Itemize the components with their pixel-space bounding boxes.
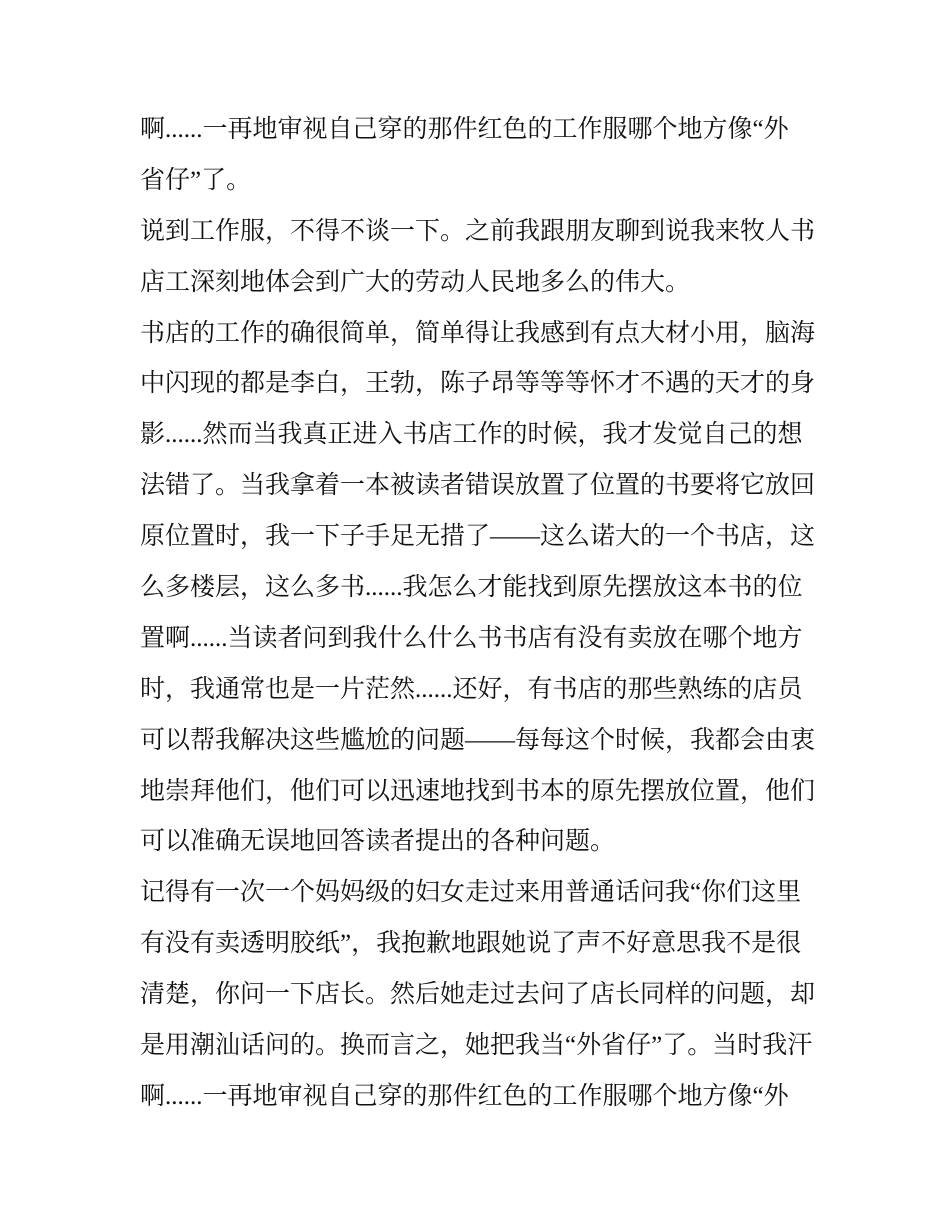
text-line: 有没有卖透明胶纸”，我抱歉地跟她说了声不好意思我不是很 <box>140 930 802 958</box>
text-line: 说到工作服，不得不谈一下。之前我跟朋友聊到说我来牧人书 <box>140 217 816 245</box>
text-line: 店工深刻地体会到广大的劳动人民地多么的伟大。 <box>140 268 691 296</box>
text-line: 书店的工作的确很简单，简单得让我感到有点大材小用，脑海 <box>140 319 816 347</box>
text-line: 中闪现的都是李白，王勃，陈子昂等等等怀才不遇的天才的身 <box>140 370 816 398</box>
text-line: 法错了。当我拿着一本被读者错误放置了位置的书要将它放回 <box>140 472 816 500</box>
text-line: 原位置时，我一下子手足无措了——这么诺大的一个书店，这 <box>140 523 816 551</box>
text-line: 置啊......当读者问到我什么什么书书店有没有卖放在哪个地方 <box>140 624 803 652</box>
text-line: 么多楼层，这么多书......我怎么才能找到原先摆放这本书的位 <box>140 574 803 602</box>
text-line: 啊......一再地审视自己穿的那件红色的工作服哪个地方像“外 <box>140 116 789 143</box>
text-line: 是用潮汕话问的。换而言之，她把我当“外省仔”了。当时我汗 <box>140 1032 813 1060</box>
document-body <box>140 105 820 1123</box>
text-line: 时，我通常也是一片茫然......还好，有书店的那些熟练的店员 <box>140 675 803 703</box>
text-line: 地崇拜他们，他们可以迅速地找到书本的原先摆放位置，他们 <box>140 777 816 805</box>
text-line: 可以准确无误地回答读者提出的各种问题。 <box>140 828 616 856</box>
text-line: 清楚，你问一下店长。然后她走过去问了店长同样的问题，却 <box>140 981 816 1009</box>
text-line: 可以帮我解决这些尴尬的问题——每每这个时候，我都会由衷 <box>140 726 816 754</box>
text-line: 省仔”了。 <box>140 166 252 194</box>
text-line: 记得有一次一个妈妈级的妇女走过来用普通话问我“你们这里 <box>140 879 802 907</box>
text-line: 啊......一再地审视自己穿的那件红色的工作服哪个地方像“外 <box>140 1082 789 1110</box>
text-line: 影......然而当我真正进入书店工作的时候，我才发觉自己的想 <box>140 421 803 449</box>
